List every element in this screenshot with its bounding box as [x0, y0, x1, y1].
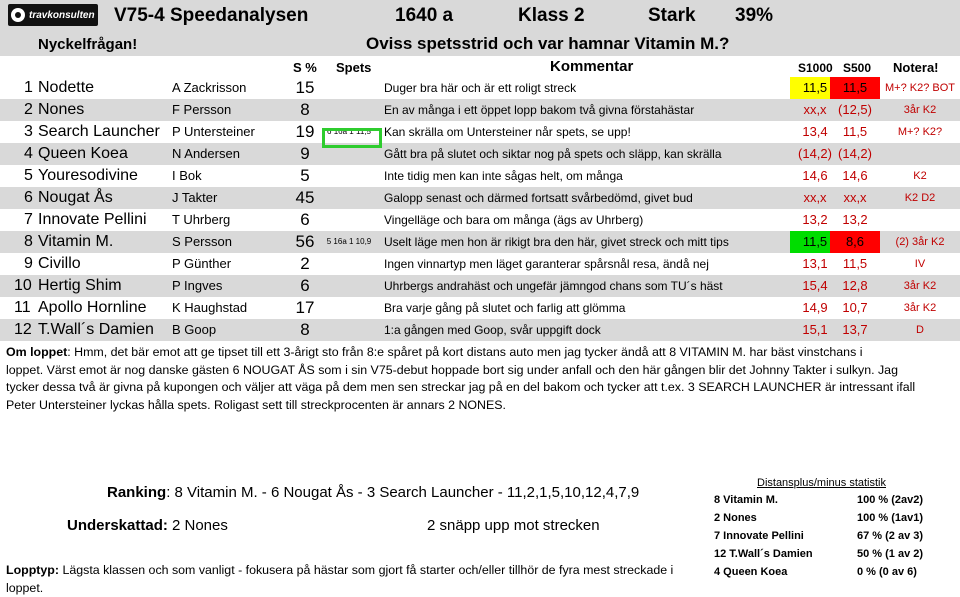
driver-name: P Untersteiner — [172, 124, 255, 139]
s1000-value: 13,2 — [802, 212, 828, 227]
ball-icon — [11, 8, 25, 22]
spets-value — [318, 297, 380, 319]
col-spets: Spets — [336, 60, 372, 75]
table-row — [0, 275, 960, 297]
s1000-value: 13,4 — [802, 124, 828, 139]
s1000-value: (14,2) — [798, 146, 832, 161]
s1000-value: xx,x — [803, 102, 827, 117]
start-percent: 9 — [300, 144, 310, 163]
s1000-value: 14,9 — [802, 300, 828, 315]
start-percent: 19 — [295, 122, 315, 141]
start-percent: 17 — [295, 298, 315, 317]
spets-value — [318, 209, 380, 231]
horse-name: Vitamin M. — [38, 233, 114, 250]
stats-value: 100 % (1av1) — [857, 512, 924, 524]
s1000-value: 13,1 — [802, 256, 828, 271]
table-row — [0, 143, 960, 165]
underskattad-value: 2 Nones — [172, 517, 228, 534]
travkonsulten-logo — [8, 4, 98, 26]
start-percent: 56 — [295, 232, 315, 251]
om-loppet-line1: : Hmm, det bär emot att ge tipset till ett 3-årigt sto från 8:e spåret på kort distans auto men jag tycker ändå att 8 VITAMIN M. har bäst vinstchans i — [67, 345, 863, 359]
percent-label: 39% — [735, 5, 774, 26]
horse-name: Innovate Pellini — [38, 211, 147, 228]
key-question-label: Nyckelfrågan! — [38, 36, 138, 53]
horse-name: Civillo — [38, 255, 81, 272]
col-notera: Notera! — [893, 60, 939, 75]
spets-value — [318, 319, 380, 341]
driver-name: S Persson — [172, 234, 232, 249]
comment: Vingelläge och bara om många (ägs av Uhrberg) — [384, 213, 644, 227]
driver-name: P Ingves — [172, 278, 223, 293]
s500-value: 8,6 — [830, 231, 880, 253]
start-number: 10 — [14, 277, 32, 294]
table-row — [0, 187, 960, 209]
horse-name: Apollo Hornline — [38, 299, 147, 316]
stats-name: 12 T.Wall´s Damien — [714, 548, 813, 560]
spets-value — [318, 187, 380, 209]
spets-value — [318, 253, 380, 275]
stats-name: 7 Innovate Pellini — [714, 530, 804, 542]
spets-value: 6 16a 1 11,5 — [327, 127, 371, 136]
om-loppet-text — [6, 344, 956, 414]
horse-name: Nodette — [38, 79, 95, 96]
s500-value: 13,7 — [842, 322, 868, 337]
start-number: 3 — [24, 123, 33, 140]
s1000-value: 14,6 — [802, 168, 828, 183]
col-s500: S500 — [843, 61, 872, 75]
s500-value: (12,5) — [838, 102, 872, 117]
s1000-value: 11,5 — [790, 77, 840, 99]
start-percent: 5 — [300, 166, 310, 185]
start-percent: 15 — [295, 78, 315, 97]
table-row — [0, 99, 960, 121]
horse-name: Search Launcher — [38, 123, 160, 140]
note-value: K2 — [913, 170, 927, 182]
note-value: K2 D2 — [904, 192, 936, 204]
horse-name: Youresodivine — [38, 167, 138, 184]
note-value: 3år K2 — [903, 104, 937, 116]
horse-name: T.Wall´s Damien — [38, 321, 154, 338]
s1000-value: 15,1 — [802, 322, 828, 337]
stats-value: 0 % (0 av 6) — [857, 566, 917, 578]
spets-value — [318, 99, 380, 121]
table-row — [0, 165, 960, 187]
comment: Gått bra på slutet och siktar nog på spets och släpp, kan skrälla — [384, 147, 722, 161]
s500-value: xx,x — [843, 190, 867, 205]
driver-name: B Goop — [172, 322, 217, 337]
table-row — [0, 253, 960, 275]
spets-value — [318, 77, 380, 99]
ranking: Ranking: 8 Vitamin M. - 6 Nougat Ås - 3 Search Launcher - 11,2,1,5,10,12,4,7,9 — [107, 484, 640, 501]
lopptyp — [6, 561, 673, 597]
om-loppet-line2: loppet. Värst emot är nog danske gästen 6 NOUGAT ÅS som i sin V75-debut hoppade bort sig under anfall och den här gången blir det Johnny Takter i sulkyn. Jag — [6, 362, 898, 377]
start-percent: 45 — [295, 188, 315, 207]
s500-value: 13,2 — [842, 212, 868, 227]
s500-value: 11,5 — [842, 256, 868, 271]
lopptyp-label: Lopptyp: — [6, 563, 59, 577]
stats-name: 2 Nones — [714, 512, 757, 524]
comment: Kan skrälla om Untersteiner når spets, se upp! — [384, 125, 631, 139]
s1000-value: 15,4 — [802, 278, 828, 293]
start-number: 11 — [14, 299, 31, 316]
driver-name: F Persson — [172, 102, 232, 117]
logo-text: travkonsulten — [29, 9, 95, 21]
comment: 1:a gången med Goop, svår uppgift dock — [384, 323, 601, 337]
ranking-value: 8 Vitamin M. - 6 Nougat Ås - 3 Search Launcher - 11,2,1,5,10,12,4,7,9 — [174, 484, 640, 501]
s1000-value: 11,5 — [790, 231, 840, 253]
spets-value — [318, 275, 380, 297]
s1000-value: xx,x — [803, 190, 827, 205]
comment: Duger bra här och är ett roligt streck — [384, 81, 577, 95]
comment: Galopp senast och därmed fortsatt svårbedömd, givet bud — [384, 191, 693, 205]
om-loppet-line4: Peter Untersteiner lyckas hålla spets. Roligast sett till streckprocenten är annars 2 NONES. — [6, 397, 506, 412]
table-row — [0, 319, 960, 341]
start-number: 8 — [24, 233, 33, 250]
start-number: 4 — [24, 145, 33, 162]
driver-name: J Takter — [172, 190, 218, 205]
stats-value: 100 % (2av2) — [857, 494, 924, 506]
note-value: 3år K2 — [903, 280, 937, 292]
om-loppet-label: Om loppet — [6, 345, 68, 359]
distance: 1640 a — [395, 5, 454, 26]
table-row — [0, 209, 960, 231]
start-percent: 8 — [300, 320, 310, 339]
spets-value: 5 16a 1 10,9 — [326, 237, 372, 246]
om-loppet-line3: tycker dessa två är givna på kupongen och väljer att väga på dem men sen streckar jag på en del bakom och tycker att t.ex. 3 SEARCH LAUNCHER är intressant ifall — [6, 380, 916, 394]
note-value: 3år K2 — [903, 302, 937, 314]
stats-title: Distansplus/minus statistik — [757, 477, 886, 489]
level-label: Stark — [648, 5, 696, 26]
comment: Uhrbergs andrahäst och ungefär jämngod chans som TU´s häst — [384, 279, 723, 293]
driver-name: K Haughstad — [172, 300, 248, 315]
page-title-code: V75-4 Speedanalysen — [114, 5, 309, 26]
note-value: M+? K2? — [897, 126, 943, 138]
class-label: Klass 2 — [518, 5, 585, 26]
stats-name: 8 Vitamin M. — [714, 494, 778, 506]
start-percent: 8 — [300, 100, 310, 119]
note-value: IV — [914, 258, 926, 270]
s500-value: 14,6 — [842, 168, 868, 183]
horse-name: Nones — [38, 101, 85, 118]
ranking-label: Ranking — [107, 484, 167, 501]
s500-value: (14,2) — [838, 146, 872, 161]
horse-name: Queen Koea — [38, 145, 128, 162]
table-row — [0, 121, 960, 143]
s500-value: 11,5 — [842, 124, 868, 139]
start-number: 6 — [24, 189, 33, 206]
start-number: 1 — [24, 79, 33, 96]
table-row — [0, 231, 960, 253]
driver-name: T Uhrberg — [172, 212, 231, 227]
start-number: 7 — [24, 211, 33, 228]
underskattad-label: Underskattad: — [67, 517, 168, 534]
start-number: 12 — [14, 321, 32, 338]
col-s1000: S1000 — [798, 61, 833, 75]
col-kommentar: Kommentar — [550, 58, 634, 75]
comment: Ingen vinnartyp men läget garanterar spårsnål resa, ändå nej — [384, 257, 709, 271]
underskattad-note: 2 snäpp upp mot strecken — [427, 517, 600, 534]
note-value: (2) 3år K2 — [895, 236, 945, 248]
driver-name: I Bok — [172, 168, 202, 183]
stats-value: 67 % (2 av 3) — [857, 530, 924, 542]
comment: En av många i ett öppet lopp bakom två givna förstahästar — [384, 103, 695, 117]
start-percent: 2 — [300, 254, 310, 273]
table-row — [0, 297, 960, 319]
table-row — [0, 77, 960, 99]
driver-name: P Günther — [172, 256, 232, 271]
horse-name: Hertig Shim — [38, 277, 122, 294]
start-number: 5 — [24, 167, 33, 184]
start-number: 9 — [24, 255, 33, 272]
spets-value — [318, 165, 380, 187]
comment: Bra varje gång på slutet och farlig att glömma — [384, 301, 626, 315]
note-value — [880, 143, 960, 165]
s500-value: 11,5 — [830, 77, 880, 99]
lopptyp-line2: loppet. — [6, 581, 44, 595]
lopptyp-line1: Lägsta klassen och som vanligt - fokusera på hästar som gjort få starter och/eller tillhör de fyra mest streckade i — [62, 563, 674, 577]
s500-value: 10,7 — [842, 300, 868, 315]
note-value — [880, 209, 960, 231]
start-percent: 6 — [300, 210, 310, 229]
comment: Inte tidig men kan inte sågas helt, om många — [384, 169, 623, 183]
s500-value: 12,8 — [842, 278, 868, 293]
note-value: D — [916, 324, 924, 336]
driver-name: N Andersen — [172, 146, 240, 161]
horse-name: Nougat Ås — [38, 189, 113, 206]
key-question: Oviss spetsstrid och var hamnar Vitamin M.? — [366, 34, 730, 53]
col-sp: S % — [293, 60, 317, 75]
spets-highlight-box — [322, 128, 382, 148]
start-percent: 6 — [300, 276, 310, 295]
comment: Uselt läge men hon är rikigt bra den här, givet streck och mitt tips — [384, 235, 729, 249]
note-value: M+? K2? BOT — [884, 82, 955, 94]
driver-name: A Zackrisson — [172, 80, 247, 95]
stats-value: 50 % (1 av 2) — [857, 548, 924, 560]
stats-name: 4 Queen Koea — [714, 566, 788, 578]
start-number: 2 — [24, 101, 33, 118]
